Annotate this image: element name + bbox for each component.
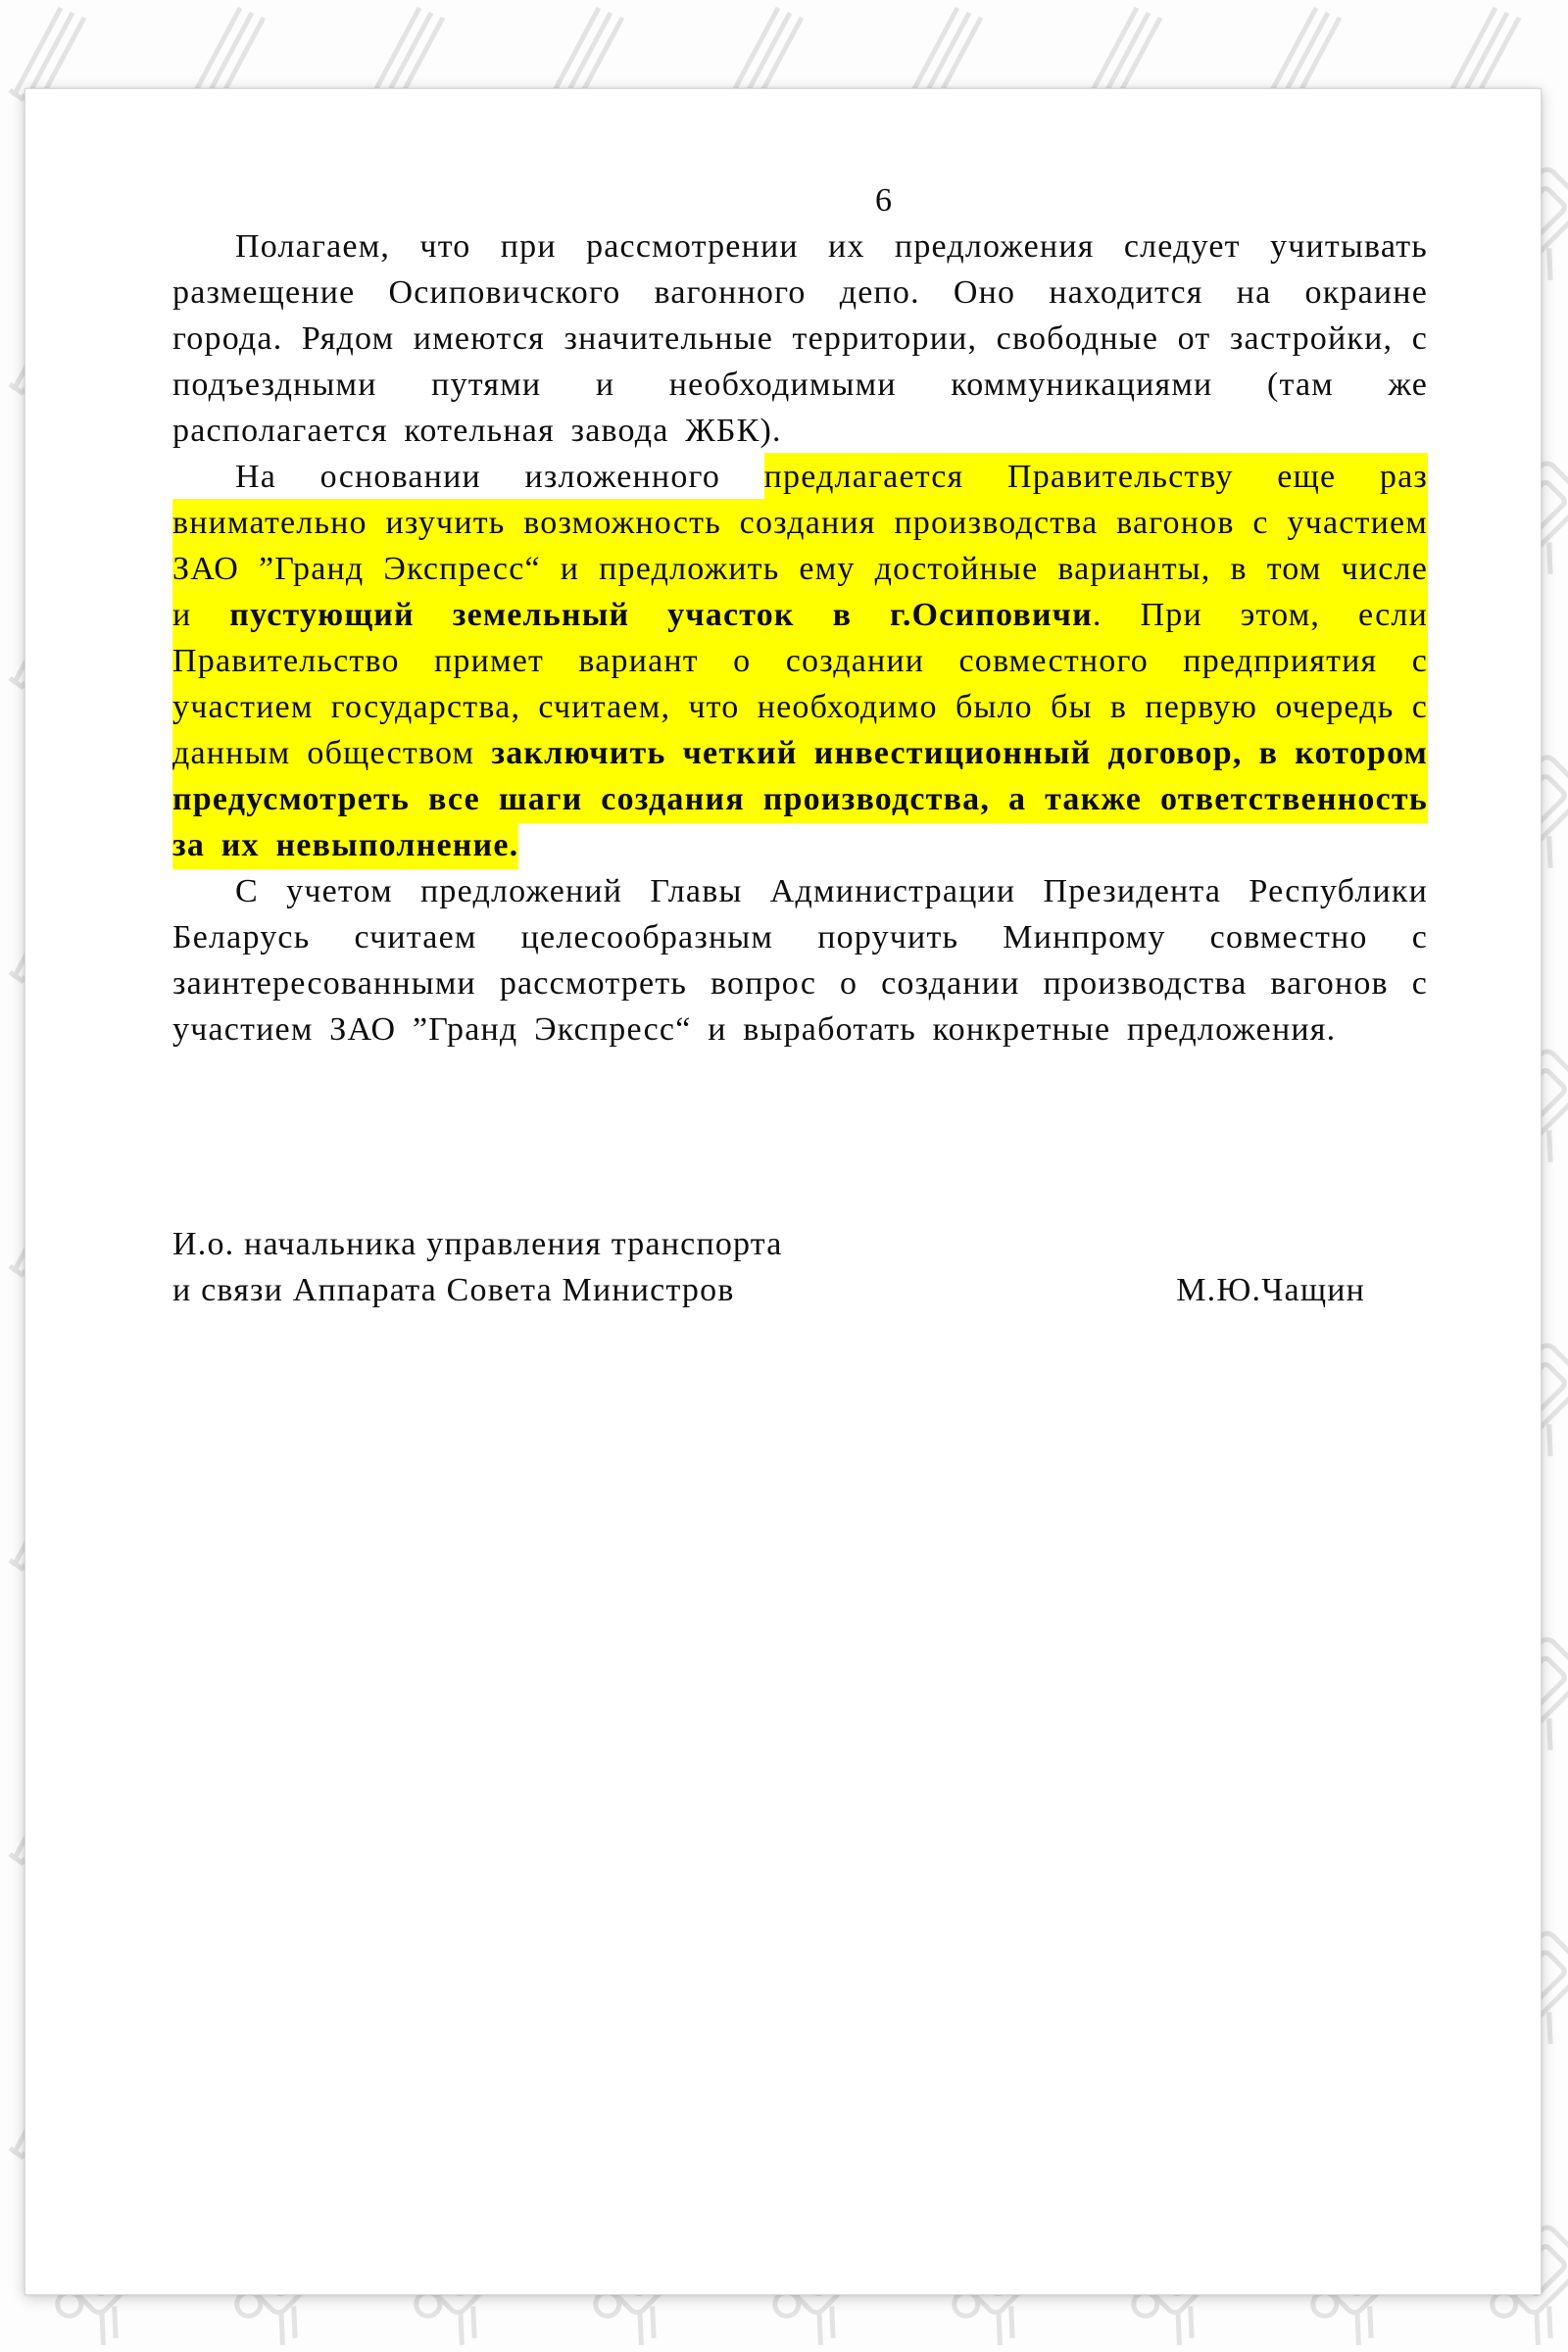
highlighted-text-segment: . При этом, если Правительство примет вариант о создании совместного предприятия с участием государства, считаем, что необходимо было бы в первую очередь с данным обществом xyxy=(172,591,1428,777)
page-content xyxy=(25,89,1541,1313)
paragraph-conclusion xyxy=(172,868,1428,1053)
highlighted-text-segment: предлагается Правительству еще раз внимательно изучить возможность создания производства вагонов с участием ЗАО ”Гранд Экспресс“ и предложить ему достойные варианты, в том числе и xyxy=(172,453,1428,639)
signature-position-line2: и связи Аппарата Совета Министров xyxy=(172,1272,735,1308)
text-segment: На основании изложенного xyxy=(235,459,764,495)
text-segment: Полагаем, что при рассмотрении их предложения следует учитывать размещение Осиповичского вагонного депо. Оно находится на окраине города. Рядом имеются значительные территории, свободные от застройки, с подъездными путями и необходимыми коммуникациями (там же располагается котельная завода ЖБК). xyxy=(172,228,1428,449)
highlighted-bold-text-segment: заключить четкий инвестиционный договор, в котором предусмотреть все шаги создания производства, а также ответственность за их невыполнение. xyxy=(172,729,1428,869)
paragraph-proposal-highlighted xyxy=(172,454,1428,868)
paragraph-depot-location xyxy=(172,223,1428,454)
signature-block xyxy=(172,1221,1428,1313)
page-number: 6 xyxy=(875,182,892,219)
highlighted-bold-text-segment: пустующий земельный участок в г.Осиповичи xyxy=(229,591,1093,639)
document-page xyxy=(24,88,1542,2295)
signature-name: М.Ю.Чащин xyxy=(1176,1272,1365,1308)
signature-position xyxy=(172,1221,783,1313)
text-segment: С учетом предложений Главы Администрации Президента Республики Беларусь считаем целесообразным поручить Минпрому совместно с заинтересованными рассмотреть вопрос о создании производства вагонов с участием ЗАО ”Гранд Экспресс“ и выработать конкретные предложения. xyxy=(172,873,1428,1048)
signature-position-line1: И.о. начальника управления транспорта xyxy=(172,1226,783,1262)
